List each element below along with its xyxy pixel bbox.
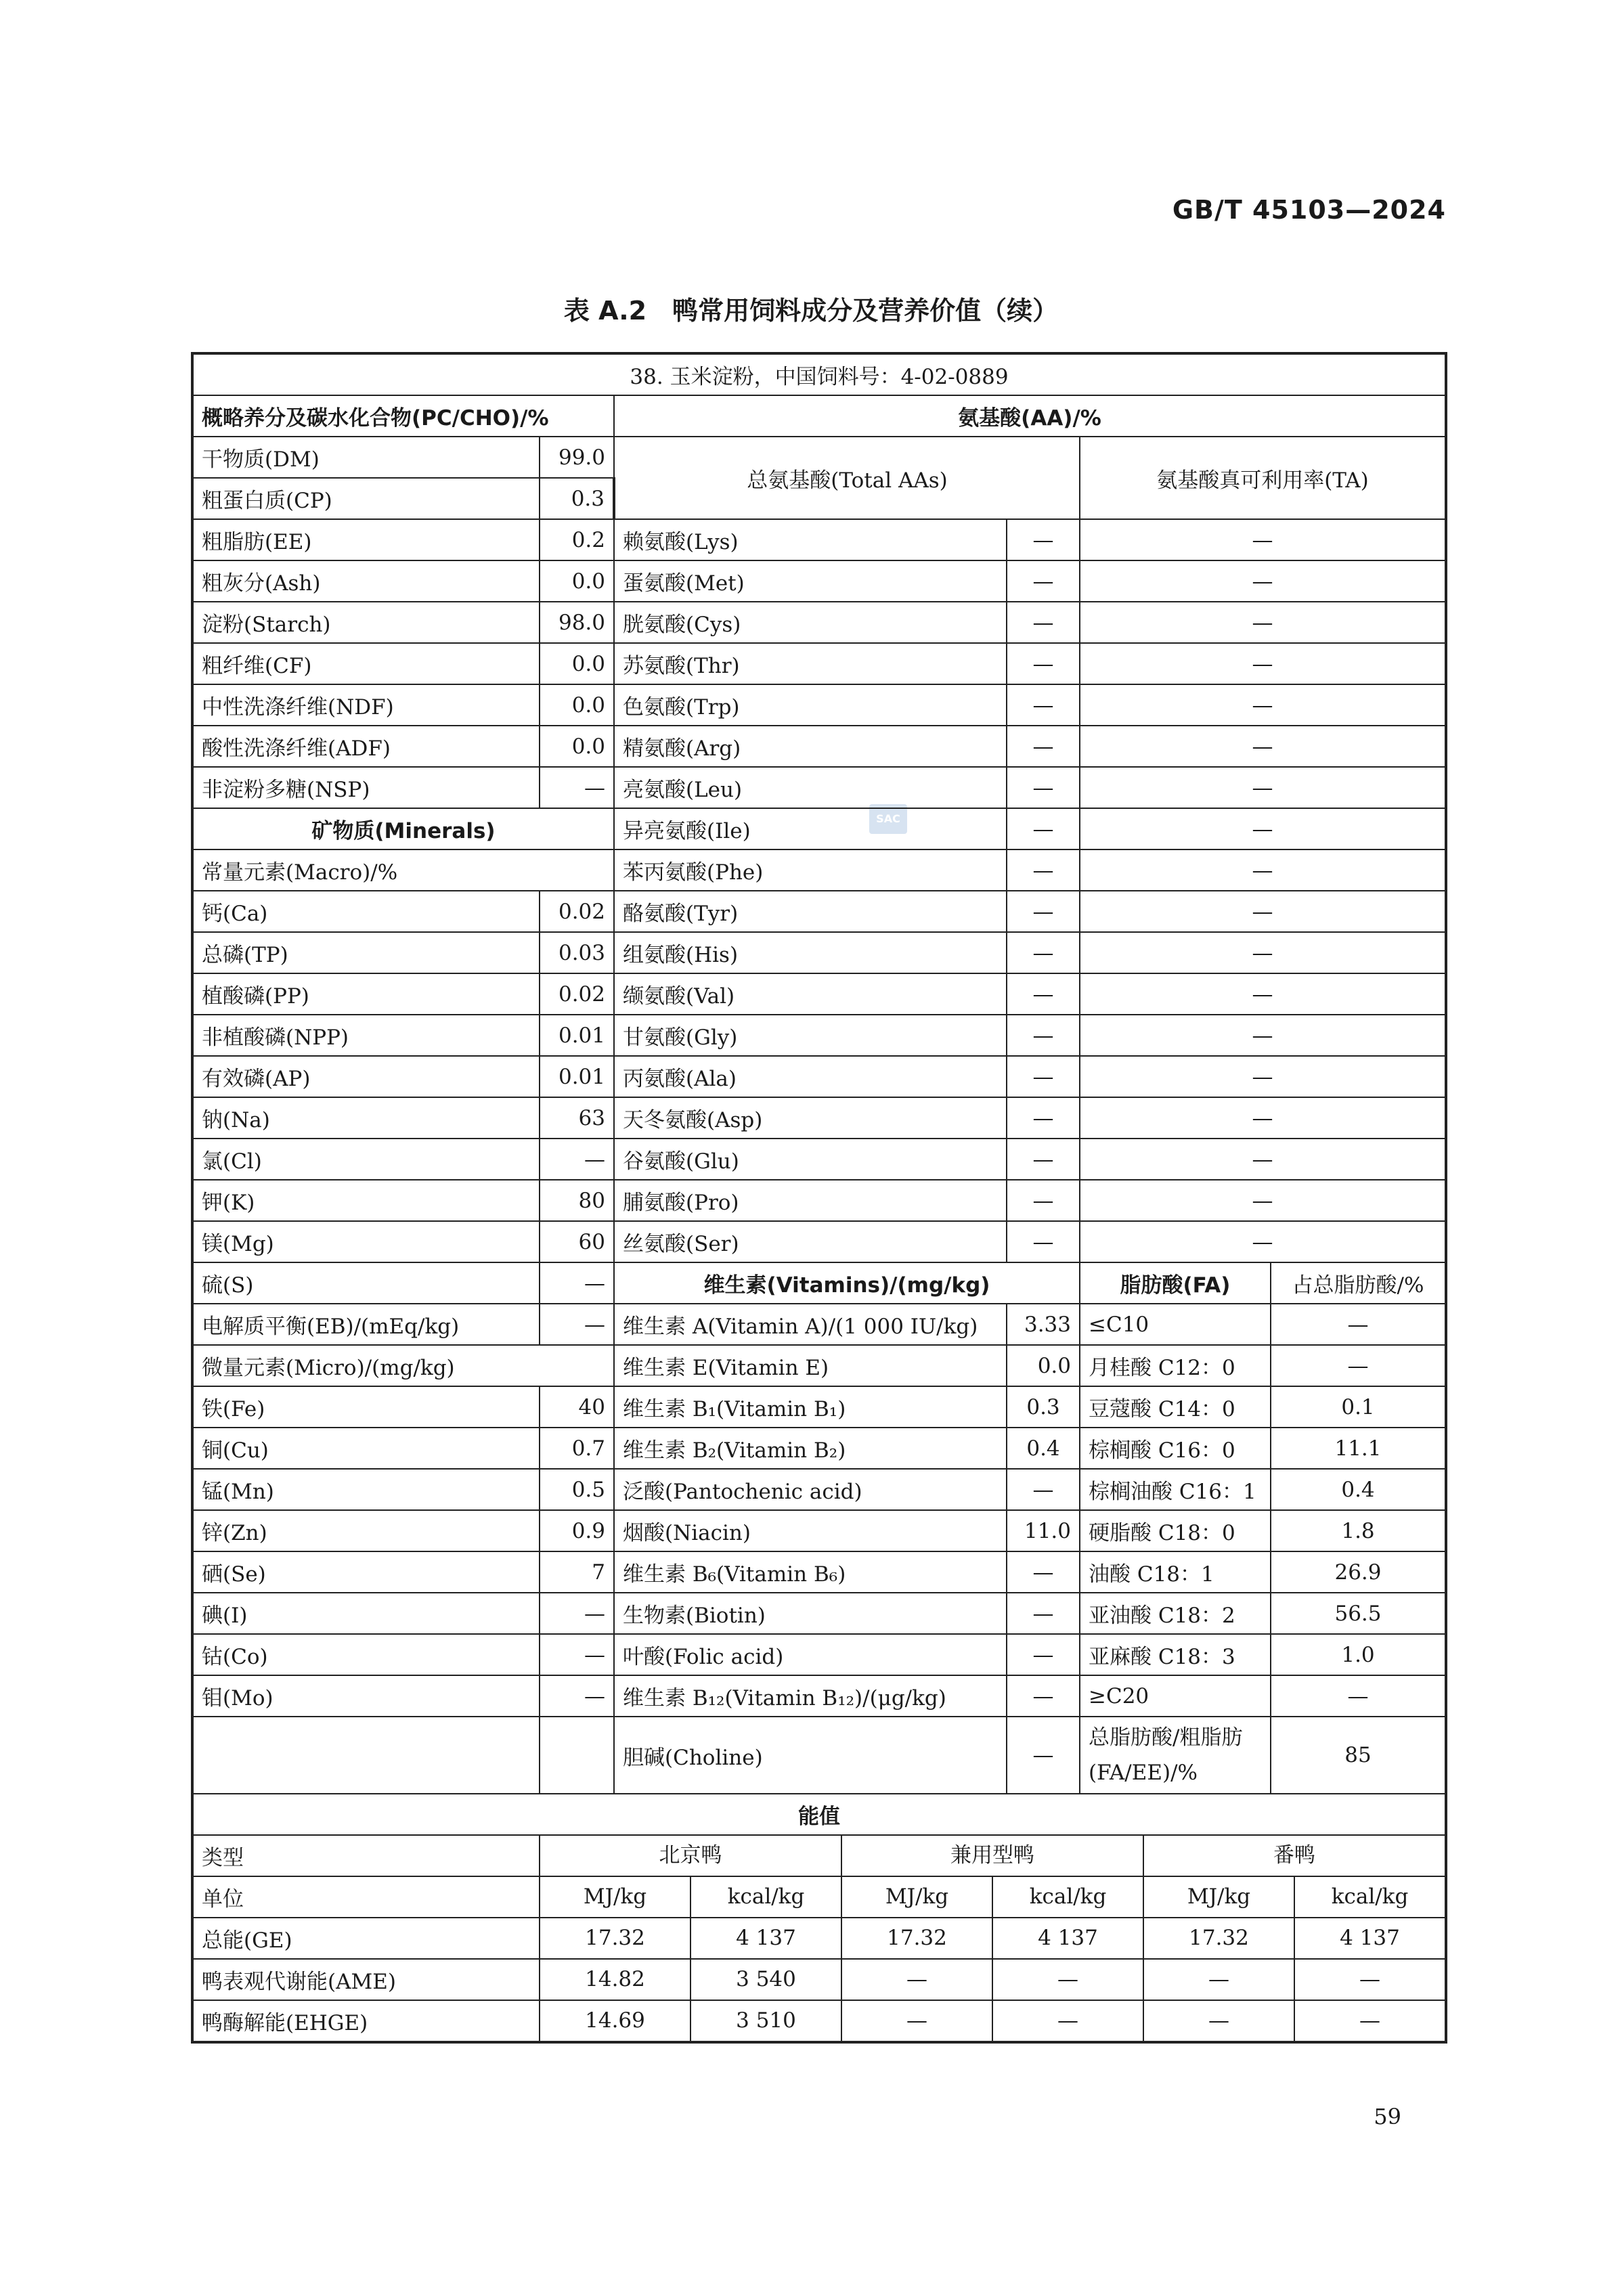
aa-ta-header: 氨基酸真可利用率(TA) xyxy=(1080,437,1446,519)
table-cell: — xyxy=(1007,602,1080,643)
table-cell: 生物素(Biotin) xyxy=(614,1593,1007,1634)
table-cell: 0.2 xyxy=(540,519,614,560)
table-row xyxy=(192,767,1446,808)
minerals-header: 矿物质(Minerals) xyxy=(192,808,614,849)
table-row xyxy=(192,1345,1446,1386)
table-cell: — xyxy=(1007,891,1080,932)
table-row xyxy=(192,353,1446,395)
table-title: 38. 玉米淀粉，中国饲料号：4-02-0889 xyxy=(192,353,1446,395)
table-cell: — xyxy=(540,1675,614,1717)
table-cell: 锰(Mn) xyxy=(192,1469,540,1510)
energy-cell: MJ/kg xyxy=(583,1884,647,1909)
table-cell: 3.33 xyxy=(1007,1304,1080,1345)
vitamins-header: 维生素(Vitamins)/(mg/kg) xyxy=(614,1262,1080,1304)
table-cell: — xyxy=(1080,684,1446,726)
table-row xyxy=(192,891,1446,932)
table-row xyxy=(192,1262,1446,1304)
table-cell: — xyxy=(1007,1056,1080,1097)
table-cell: ≥C20 xyxy=(1080,1675,1271,1717)
table-cell: 0.0 xyxy=(540,726,614,767)
table-cell: 40 xyxy=(540,1386,614,1428)
aa-header: 氨基酸(AA)/% xyxy=(614,395,1446,437)
table-cell: 粗蛋白质(CP) xyxy=(192,478,540,519)
table-cell: 淀粉(Starch) xyxy=(192,602,540,643)
table-row xyxy=(192,1510,1446,1551)
table-cell: — xyxy=(1007,1551,1080,1593)
table-cell: 维生素 B₁₂(Vitamin B₁₂)/(μg/kg) xyxy=(614,1675,1007,1717)
table-cell: — xyxy=(1007,1180,1080,1221)
table-cell: 总脂肪酸/粗脂肪(FA/EE)/% xyxy=(1080,1717,1271,1794)
table-cell: — xyxy=(1007,808,1080,849)
energy-cell: 北京鸭 xyxy=(659,1843,722,1868)
energy-cell: 3 510 xyxy=(690,2001,841,2041)
energy-value-row xyxy=(540,1959,1446,2000)
table-cell: 脯氨酸(Pro) xyxy=(614,1180,1007,1221)
table-row xyxy=(192,1180,1446,1221)
table-cell: 0.0 xyxy=(540,684,614,726)
energy-cell: 番鸭 xyxy=(1143,1836,1445,1876)
energy-value-row xyxy=(540,2000,1446,2042)
table-row xyxy=(192,602,1446,643)
table-cell: 钙(Ca) xyxy=(192,891,540,932)
energy-cell: — xyxy=(992,2001,1143,2041)
table-cell: 0.9 xyxy=(540,1510,614,1551)
table-row xyxy=(192,1469,1446,1510)
table-row xyxy=(192,1056,1446,1097)
energy-cell: 17.32 xyxy=(1143,1918,1294,1958)
table-cell: 0.01 xyxy=(540,1056,614,1097)
table-cell: 组氨酸(His) xyxy=(614,932,1007,973)
table-row xyxy=(192,1551,1446,1593)
table-cell: 碘(I) xyxy=(192,1593,540,1634)
table-row xyxy=(192,1876,1446,1918)
table-row xyxy=(192,519,1446,560)
table-cell: 干物质(DM) xyxy=(192,437,540,478)
table-cell: 豆蔻酸 C14：0 xyxy=(1080,1386,1271,1428)
table-cell: — xyxy=(1007,1675,1080,1717)
table-row xyxy=(192,1221,1446,1262)
table-cell: 维生素 B₁(Vitamin B₁) xyxy=(614,1386,1007,1428)
table-cell: 60 xyxy=(540,1221,614,1262)
table-cell: 0.0 xyxy=(540,560,614,602)
table-cell: 98.0 xyxy=(540,602,614,643)
energy-cell: MJ/kg xyxy=(841,1877,992,1917)
table-cell: 0.02 xyxy=(540,973,614,1015)
table-cell: — xyxy=(1271,1304,1446,1345)
table-cell: 异亮氨酸(Ile) xyxy=(614,808,1007,849)
table-cell: — xyxy=(1007,973,1080,1015)
sac-watermark: SAC xyxy=(869,804,907,834)
table-cell: 植酸磷(PP) xyxy=(192,973,540,1015)
table-cell: 电解质平衡(EB)/(mEq/kg) xyxy=(192,1304,540,1345)
table-cell: — xyxy=(1007,1097,1080,1139)
table-cell xyxy=(192,1717,540,1794)
table-cell: 维生素 B₂(Vitamin B₂) xyxy=(614,1428,1007,1469)
table-cell: — xyxy=(1007,1221,1080,1262)
table-row xyxy=(192,1097,1446,1139)
table-cell: 0.7 xyxy=(540,1428,614,1469)
table-row xyxy=(192,395,1446,437)
fa-pct-header: 占总脂肪酸/% xyxy=(1271,1262,1446,1304)
energy-cell: 4 137 xyxy=(992,1918,1143,1958)
table-cell: 0.1 xyxy=(1271,1386,1446,1428)
table-cell: — xyxy=(540,767,614,808)
energy-type-label: 类型 xyxy=(192,1835,540,1876)
energy-breed-row xyxy=(540,1835,1446,1876)
table-cell: — xyxy=(540,1139,614,1180)
table-cell: 0.3 xyxy=(540,478,614,519)
table-cell: 0.01 xyxy=(540,1015,614,1056)
table-cell: 0.3 xyxy=(1007,1386,1080,1428)
table-cell: 维生素 A(Vitamin A)/(1 000 IU/kg) xyxy=(614,1304,1007,1345)
table-cell: 硒(Se) xyxy=(192,1551,540,1593)
table-cell: 维生素 E(Vitamin E) xyxy=(614,1345,1007,1386)
energy-cell: kcal/kg xyxy=(992,1877,1143,1917)
energy-unit-row xyxy=(540,1876,1446,1918)
table-cell: 钴(Co) xyxy=(192,1634,540,1675)
energy-cell: — xyxy=(1143,2001,1294,2041)
table-cell: 0.5 xyxy=(540,1469,614,1510)
table-cell: 中性洗涤纤维(NDF) xyxy=(192,684,540,726)
table-cell: — xyxy=(540,1304,614,1345)
energy-cell: — xyxy=(1294,2001,1445,2041)
table-cell: — xyxy=(1007,519,1080,560)
table-row xyxy=(192,1835,1446,1876)
micro-label: 微量元素(Micro)/(mg/kg) xyxy=(192,1345,614,1386)
table-cell: 0.4 xyxy=(1007,1428,1080,1469)
energy-cell: 14.69 xyxy=(585,2008,645,2033)
table-row xyxy=(192,726,1446,767)
table-cell: — xyxy=(1080,560,1446,602)
table-cell: 非植酸磷(NPP) xyxy=(192,1015,540,1056)
table-caption: 表 A.2 鸭常用饲料成分及营养价值（续） xyxy=(563,296,1059,326)
table-cell: 钠(Na) xyxy=(192,1097,540,1139)
table-cell: 维生素 B₆(Vitamin B₆) xyxy=(614,1551,1007,1593)
table-cell: — xyxy=(1080,808,1446,849)
table-cell: 缬氨酸(Val) xyxy=(614,973,1007,1015)
table-cell: — xyxy=(1007,726,1080,767)
energy-cell: — xyxy=(992,1960,1143,2000)
table-cell: 苯丙氨酸(Phe) xyxy=(614,849,1007,891)
table-cell: — xyxy=(1080,602,1446,643)
table-cell: 赖氨酸(Lys) xyxy=(614,519,1007,560)
table-cell: — xyxy=(1007,560,1080,602)
page-number: 59 xyxy=(1374,2104,1401,2129)
table-row xyxy=(192,1918,1446,1959)
table-cell: 丝氨酸(Ser) xyxy=(614,1221,1007,1262)
table-cell: 谷氨酸(Glu) xyxy=(614,1139,1007,1180)
table-cell: — xyxy=(1080,973,1446,1015)
table-cell: 精氨酸(Arg) xyxy=(614,726,1007,767)
table-row xyxy=(192,973,1446,1015)
table-row xyxy=(192,1717,1446,1794)
table-row xyxy=(192,1634,1446,1675)
energy-row-label: 总能(GE) xyxy=(192,1918,540,1959)
table-cell: — xyxy=(1271,1345,1446,1386)
table-cell: 烟酸(Niacin) xyxy=(614,1510,1007,1551)
table-cell xyxy=(540,1717,614,1794)
table-cell: 月桂酸 C12：0 xyxy=(1080,1345,1271,1386)
table-cell: — xyxy=(1080,726,1446,767)
table-row xyxy=(192,1139,1446,1180)
energy-cell: 17.32 xyxy=(585,1926,645,1950)
energy-cell: — xyxy=(841,2001,992,2041)
table-cell: — xyxy=(1080,1221,1446,1262)
table-cell: 0.02 xyxy=(540,891,614,932)
table-cell: — xyxy=(1007,1593,1080,1634)
table-row xyxy=(192,1794,1446,1835)
energy-cell: 17.32 xyxy=(841,1918,992,1958)
pc-header: 概略养分及碳水化合物(PC/CHO)/% xyxy=(192,395,614,437)
energy-cell: — xyxy=(841,1960,992,2000)
table-cell: ≤C10 xyxy=(1080,1304,1271,1345)
table-cell: — xyxy=(1007,1634,1080,1675)
table-cell: 棕榈酸 C16：0 xyxy=(1080,1428,1271,1469)
table-cell: 7 xyxy=(540,1551,614,1593)
table-cell: 锌(Zn) xyxy=(192,1510,540,1551)
table-cell: 丙氨酸(Ala) xyxy=(614,1056,1007,1097)
macro-label: 常量元素(Macro)/% xyxy=(192,849,614,891)
energy-cell: kcal/kg xyxy=(1294,1877,1445,1917)
table-cell: 叶酸(Folic acid) xyxy=(614,1634,1007,1675)
table-cell: — xyxy=(1007,684,1080,726)
table-cell: 钾(K) xyxy=(192,1180,540,1221)
table-row xyxy=(192,1959,1446,2000)
table-cell: 80 xyxy=(540,1180,614,1221)
table-cell: — xyxy=(1080,1139,1446,1180)
table-cell: 11.0 xyxy=(1007,1510,1080,1551)
table-row xyxy=(192,643,1446,684)
table-cell: 色氨酸(Trp) xyxy=(614,684,1007,726)
energy-cell: — xyxy=(1294,1960,1445,2000)
table-cell: 1.0 xyxy=(1271,1634,1446,1675)
table-cell: 泛酸(Pantochenic acid) xyxy=(614,1469,1007,1510)
energy-value-row xyxy=(540,1918,1446,1959)
table-cell: 0.03 xyxy=(540,932,614,973)
table-cell: 铁(Fe) xyxy=(192,1386,540,1428)
table-cell: 酸性洗涤纤维(ADF) xyxy=(192,726,540,767)
table-row xyxy=(192,560,1446,602)
table-cell: 总磷(TP) xyxy=(192,932,540,973)
table-cell: — xyxy=(1007,1139,1080,1180)
energy-cell: 4 137 xyxy=(690,1918,841,1958)
table-cell: — xyxy=(540,1634,614,1675)
table-row xyxy=(192,1428,1446,1469)
energy-cell: kcal/kg xyxy=(690,1877,841,1917)
table-cell: — xyxy=(1080,1180,1446,1221)
table-cell: — xyxy=(1007,1015,1080,1056)
table-cell: 硫(S) xyxy=(192,1262,540,1304)
standard-number: GB/T 45103—2024 xyxy=(1172,195,1446,225)
energy-cell: — xyxy=(1143,1960,1294,2000)
table-cell: — xyxy=(1080,1097,1446,1139)
table-cell: 粗纤维(CF) xyxy=(192,643,540,684)
table-cell: — xyxy=(1080,767,1446,808)
table-cell: 钼(Mo) xyxy=(192,1675,540,1717)
table-cell: 非淀粉多糖(NSP) xyxy=(192,767,540,808)
fa-header: 脂肪酸(FA) xyxy=(1080,1262,1271,1304)
table-cell: 天冬氨酸(Asp) xyxy=(614,1097,1007,1139)
table-cell: — xyxy=(540,1262,614,1304)
table-row xyxy=(192,808,1446,849)
table-row xyxy=(192,1675,1446,1717)
table-cell: 亚麻酸 C18：3 xyxy=(1080,1634,1271,1675)
table-cell: — xyxy=(1080,1056,1446,1097)
table-cell: 亚油酸 C18：2 xyxy=(1080,1593,1271,1634)
table-cell: — xyxy=(1080,1015,1446,1056)
table-cell: 有效磷(AP) xyxy=(192,1056,540,1097)
table-cell: 85 xyxy=(1271,1717,1446,1794)
energy-cell: 4 137 xyxy=(1294,1918,1445,1958)
energy-row-label: 鸭表观代谢能(AME) xyxy=(192,1959,540,2000)
energy-unit-label: 单位 xyxy=(192,1876,540,1918)
table-cell: — xyxy=(1080,519,1446,560)
table-cell: — xyxy=(1007,849,1080,891)
table-cell: 氯(Cl) xyxy=(192,1139,540,1180)
table-cell: 酪氨酸(Tyr) xyxy=(614,891,1007,932)
table-cell: — xyxy=(1007,1469,1080,1510)
table-cell: — xyxy=(1007,767,1080,808)
energy-cell: 兼用型鸭 xyxy=(841,1836,1143,1876)
table-row xyxy=(192,684,1446,726)
table-row xyxy=(192,1593,1446,1634)
table-row xyxy=(192,1304,1446,1345)
energy-cell: MJ/kg xyxy=(1143,1877,1294,1917)
table-cell: 甘氨酸(Gly) xyxy=(614,1015,1007,1056)
table-cell: 铜(Cu) xyxy=(192,1428,540,1469)
table-cell: 胆碱(Choline) xyxy=(614,1717,1007,1794)
table-cell: — xyxy=(1007,1717,1080,1794)
energy-header: 能值 xyxy=(192,1794,1446,1835)
table-cell: — xyxy=(540,1593,614,1634)
energy-row-label: 鸭酶解能(EHGE) xyxy=(192,2000,540,2042)
table-cell: 56.5 xyxy=(1271,1593,1446,1634)
table-cell: — xyxy=(1007,932,1080,973)
table-cell: 0.0 xyxy=(1007,1345,1080,1386)
table-cell: 11.1 xyxy=(1271,1428,1446,1469)
aa-total-header: 总氨基酸(Total AAs) xyxy=(614,437,1080,519)
table-cell: 亮氨酸(Leu) xyxy=(614,767,1007,808)
table-cell: — xyxy=(1080,932,1446,973)
table-cell: 棕榈油酸 C16：1 xyxy=(1080,1469,1271,1510)
table-cell: 镁(Mg) xyxy=(192,1221,540,1262)
table-cell: 63 xyxy=(540,1097,614,1139)
table-cell: 蛋氨酸(Met) xyxy=(614,560,1007,602)
table-cell: — xyxy=(1080,891,1446,932)
table-cell: 99.0 xyxy=(540,437,614,478)
table-cell: 粗灰分(Ash) xyxy=(192,560,540,602)
table-cell: 苏氨酸(Thr) xyxy=(614,643,1007,684)
table-cell: — xyxy=(1271,1675,1446,1717)
table-row xyxy=(192,437,1446,478)
table-row xyxy=(192,849,1446,891)
table-row xyxy=(192,932,1446,973)
table-cell: 26.9 xyxy=(1271,1551,1446,1593)
table-row xyxy=(192,1386,1446,1428)
table-row xyxy=(192,2000,1446,2042)
table-cell: 0.4 xyxy=(1271,1469,1446,1510)
energy-cell: 14.82 xyxy=(585,1967,645,1991)
table-cell: 1.8 xyxy=(1271,1510,1446,1551)
table-cell: 油酸 C18：1 xyxy=(1080,1551,1271,1593)
table-cell: 0.0 xyxy=(540,643,614,684)
table-cell: — xyxy=(1007,643,1080,684)
table-cell: 硬脂酸 C18：0 xyxy=(1080,1510,1271,1551)
table-cell: — xyxy=(1080,643,1446,684)
table-cell: 胱氨酸(Cys) xyxy=(614,602,1007,643)
table-cell: — xyxy=(1080,849,1446,891)
table-cell: 粗脂肪(EE) xyxy=(192,519,540,560)
table-row xyxy=(192,1015,1446,1056)
feed-composition-table xyxy=(191,352,1447,2044)
energy-cell: 3 540 xyxy=(690,1960,841,2000)
